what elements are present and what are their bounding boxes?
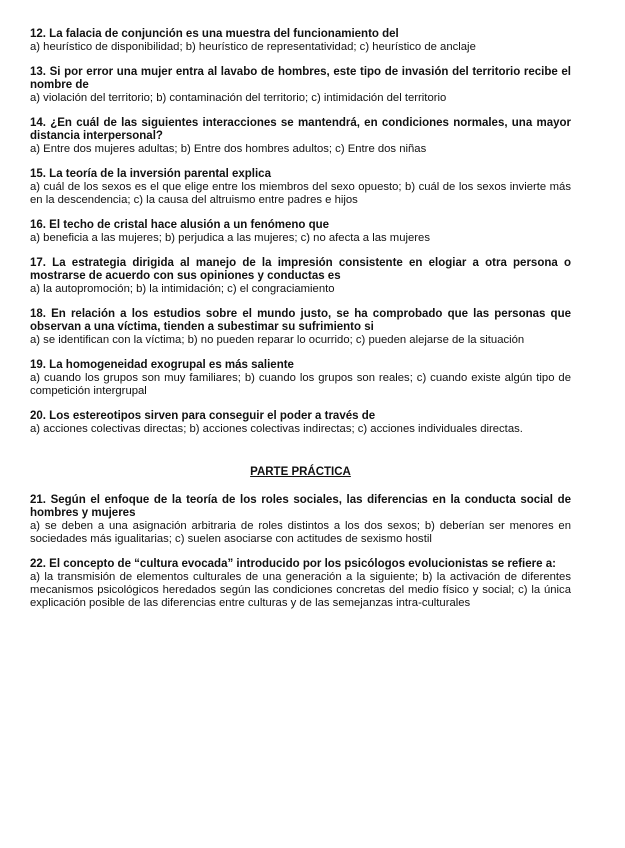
question-options: a) heurístico de disponibilidad; b) heurístico de representatividad; c) heurístico de anclaje (30, 41, 476, 53)
question-16 (30, 219, 571, 245)
question-title: 12. La falacia de conjunción es una muestra del funcionamiento del (30, 28, 399, 40)
question-13 (30, 66, 571, 105)
question-title: 14. ¿En cuál de las siguientes interacciones se mantendrá, en condiciones normales, una mayor distancia interpersonal? (30, 117, 571, 142)
question-22 (30, 558, 571, 610)
question-title: 21. Según el enfoque de la teoría de los roles sociales, las diferencias en la conducta social de hombres y mujeres (30, 494, 571, 519)
question-21 (30, 494, 571, 546)
question-options: a) acciones colectivas directas; b) acciones colectivas indirectas; c) acciones individuales directas. (30, 423, 523, 435)
question-title: 22. El concepto de “cultura evocada” introducido por los psicólogos evolucionistas se refiere a: (30, 558, 556, 570)
question-options: a) violación del territorio; b) contaminación del territorio; c) intimidación del territorio (30, 92, 447, 104)
question-title: 15. La teoría de la inversión parental explica (30, 168, 271, 180)
question-title: 17. La estrategia dirigida al manejo de la impresión consistente en elogiar a otra persona o mostrarse de acuerdo con sus opiniones y conductas es (30, 257, 571, 282)
question-options: a) se deben a una asignación arbitraria de roles distintos a los dos sexos; b) deberían ser menores en sociedades más igualitarias; c) suelen asociarse con actitudes de sexismo hostil (30, 520, 571, 545)
question-title: 16. El techo de cristal hace alusión a un fenómeno que (30, 219, 330, 231)
exam-page (30, 28, 571, 622)
question-19 (30, 359, 571, 398)
question-options: a) Entre dos mujeres adultas; b) Entre dos hombres adultos; c) Entre dos niñas (30, 143, 427, 155)
question-15 (30, 168, 571, 207)
question-20 (30, 410, 571, 436)
question-options: a) cuál de los sexos es el que elige entre los miembros del sexo opuesto; b) cuál de los sexos invierte más en la descendencia; c) la causa del altruismo entre padres e hijos (30, 181, 571, 206)
section-title: PARTE PRÁCTICA (250, 466, 351, 478)
question-12 (30, 28, 571, 54)
question-title: 13. Si por error una mujer entra al lavabo de hombres, este tipo de invasión del territorio recibe el nombre de (30, 66, 571, 91)
question-options: a) la transmisión de elementos culturales de una generación a la siguiente; b) la activación de diferentes mecanismos psicológicos heredados según las condiciones concretas del medio físico y social; c) la única explicación posible de las diferencias entre culturas y de las semejanzas intra-culturales (30, 571, 571, 609)
question-14 (30, 117, 571, 156)
question-17 (30, 257, 571, 296)
question-options: a) la autopromoción; b) la intimidación; c) el congraciamiento (30, 283, 335, 295)
question-title: 18. En relación a los estudios sobre el mundo justo, se ha comprobado que las personas que observan a una víctima, tienden a subestimar su sufrimiento si (30, 308, 571, 333)
question-title: 19. La homogeneidad exogrupal es más saliente (30, 359, 294, 371)
question-options: a) beneficia a las mujeres; b) perjudica a las mujeres; c) no afecta a las mujeres (30, 232, 430, 244)
question-options: a) se identifican con la víctima; b) no pueden reparar lo ocurrido; c) pueden alejarse de la situación (30, 334, 525, 346)
question-options: a) cuando los grupos son muy familiares; b) cuando los grupos son reales; c) cuando existe algún tipo de competición intergrupal (30, 372, 571, 397)
question-18 (30, 308, 571, 347)
question-title: 20. Los estereotipos sirven para conseguir el poder a través de (30, 410, 376, 422)
